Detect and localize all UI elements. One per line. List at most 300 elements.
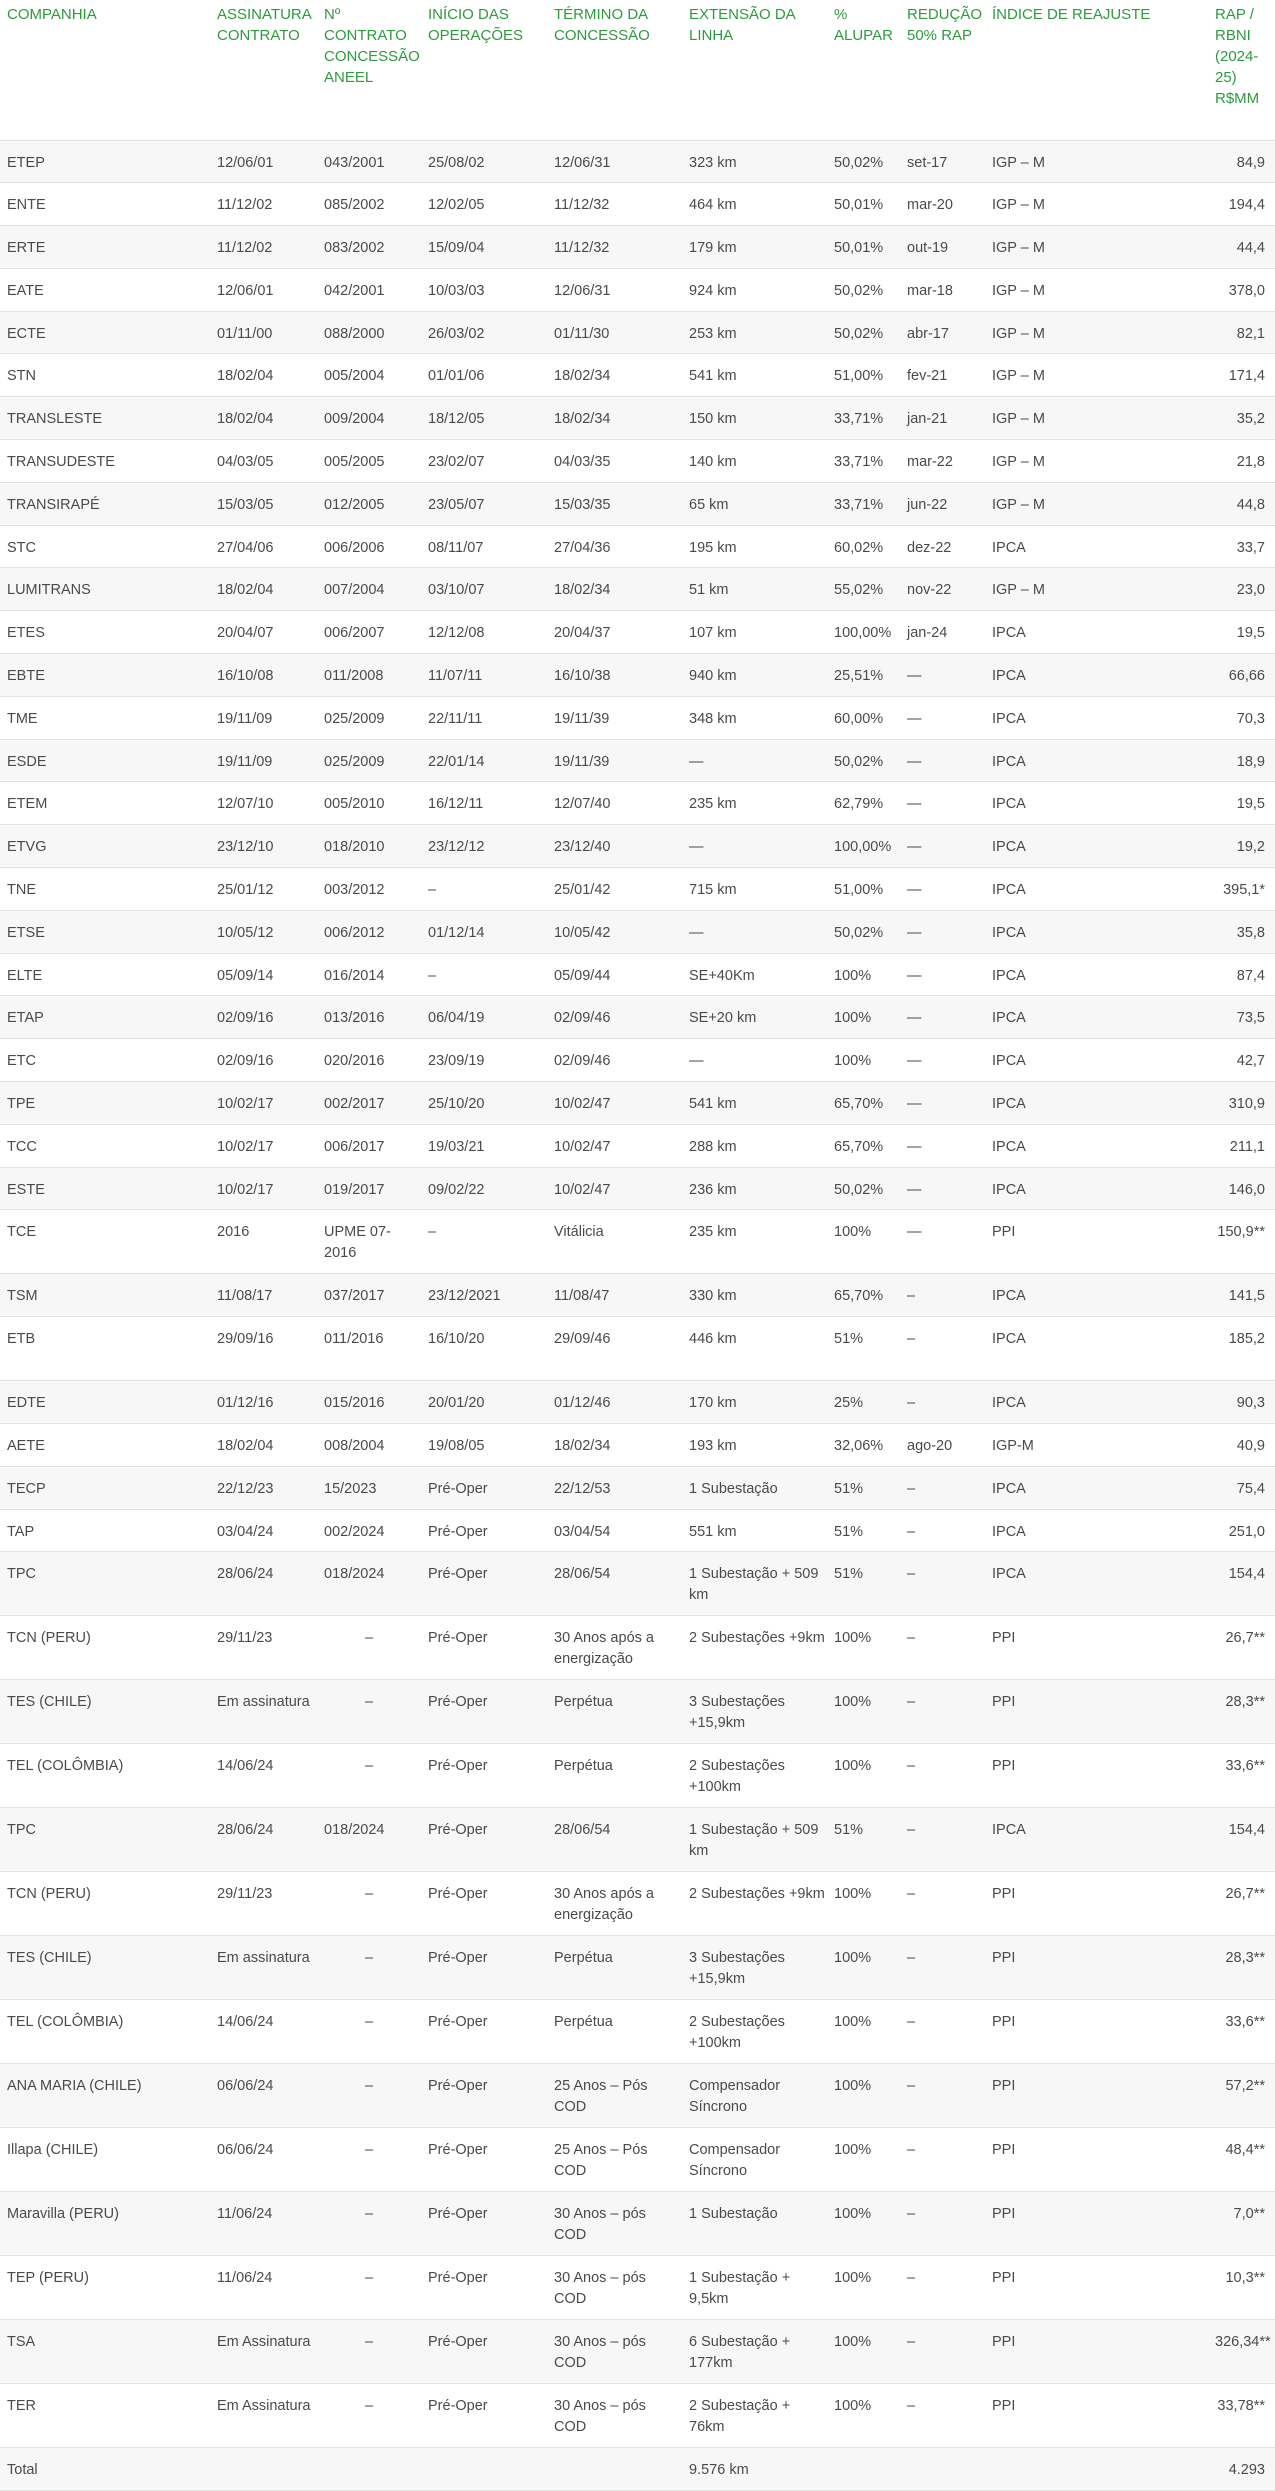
cell-rap: 7,0** <box>1208 2192 1275 2256</box>
cell-reduction: jun-22 <box>900 482 985 525</box>
cell-signature: 11/12/02 <box>210 226 317 269</box>
cell-length: 715 km <box>682 868 827 911</box>
cell-reduction: — <box>900 654 985 697</box>
cell-rap: 90,3 <box>1208 1381 1275 1424</box>
cell-contract: 006/2012 <box>317 910 421 953</box>
cell-end: 12/06/31 <box>547 140 682 183</box>
cell-reduction: — <box>900 1167 985 1210</box>
cell-contract: 005/2010 <box>317 782 421 825</box>
cell-start: 23/02/07 <box>421 440 547 483</box>
cell-rap: 19,5 <box>1208 611 1275 654</box>
cell-rap: 185,2 <box>1208 1317 1275 1381</box>
cell-rap: 378,0 <box>1208 268 1275 311</box>
cell-signature: 02/09/16 <box>210 996 317 1039</box>
cell-signature: 05/09/14 <box>210 953 317 996</box>
cell-contract: 006/2007 <box>317 611 421 654</box>
cell-contract: 016/2014 <box>317 953 421 996</box>
cell-start: Pré-Oper <box>421 1680 547 1744</box>
cell-contract: 011/2016 <box>317 1317 421 1381</box>
cell-start: 25/08/02 <box>421 140 547 183</box>
cell-contract: 006/2017 <box>317 1124 421 1167</box>
cell-end: Perpétua <box>547 1744 682 1808</box>
cell-start: 01/12/14 <box>421 910 547 953</box>
cell-reduction: – <box>900 1274 985 1317</box>
cell-index: PPI <box>985 2192 1208 2256</box>
cell-signature: 01/12/16 <box>210 1381 317 1424</box>
cell-index: PPI <box>985 2000 1208 2064</box>
cell-signature: Em assinatura <box>210 1680 317 1744</box>
header-reduction: REDUÇÃO 50% RAP <box>907 6 983 44</box>
cell-end: 10/02/47 <box>547 1082 682 1125</box>
cell-alupar: 65,70% <box>827 1082 900 1125</box>
cell-end: 28/06/54 <box>547 1552 682 1616</box>
cell-signature: 11/08/17 <box>210 1274 317 1317</box>
cell-alupar: 100% <box>827 2000 900 2064</box>
cell-length: 2 Subestações +9km <box>682 1872 827 1936</box>
table-row <box>0 1872 1275 1936</box>
cell-alupar: 51% <box>827 1509 900 1552</box>
cell-end: 01/12/46 <box>547 1381 682 1424</box>
cell-company: TER <box>0 2384 210 2448</box>
cell-start: Pré-Oper <box>421 1552 547 1616</box>
table-row <box>0 525 1275 568</box>
cell-alupar: 51,00% <box>827 354 900 397</box>
cell-length: 193 km <box>682 1424 827 1467</box>
cell-contract: 011/2008 <box>317 654 421 697</box>
cell-index: IGP – M <box>985 268 1208 311</box>
cell-signature: 01/11/00 <box>210 311 317 354</box>
cell-signature: 06/06/24 <box>210 2064 317 2128</box>
cell-alupar: 100% <box>827 1210 900 1274</box>
cell-reduction: out-19 <box>900 226 985 269</box>
cell-index: PPI <box>985 1936 1208 2000</box>
table-row <box>0 2384 1275 2448</box>
cell-rap: 211,1 <box>1208 1124 1275 1167</box>
cell-length: Compensador Síncrono <box>682 2128 827 2192</box>
cell-index <box>985 2448 1208 2491</box>
cell-signature: 19/11/09 <box>210 739 317 782</box>
cell-length: 6 Subestação + 177km <box>682 2320 827 2384</box>
cell-alupar: 33,71% <box>827 397 900 440</box>
cell-end <box>547 2448 682 2491</box>
cell-rap: 150,9** <box>1208 1210 1275 1274</box>
cell-contract: 018/2024 <box>317 1808 421 1872</box>
cell-company: TCN (PERU) <box>0 1616 210 1680</box>
cell-signature: 02/09/16 <box>210 1039 317 1082</box>
cell-end: 12/07/40 <box>547 782 682 825</box>
cell-end: 03/04/54 <box>547 1509 682 1552</box>
cell-index: IPCA <box>985 1317 1208 1381</box>
cell-reduction: ago-20 <box>900 1424 985 1467</box>
cell-rap: 70,3 <box>1208 696 1275 739</box>
cell-signature: 28/06/24 <box>210 1552 317 1616</box>
cell-alupar: 51,00% <box>827 868 900 911</box>
cell-rap: 26,7** <box>1208 1872 1275 1936</box>
cell-start: 12/12/08 <box>421 611 547 654</box>
cell-length: 65 km <box>682 482 827 525</box>
cell-reduction: fev-21 <box>900 354 985 397</box>
cell-reduction: abr-17 <box>900 311 985 354</box>
cell-end: 11/12/32 <box>547 226 682 269</box>
cell-start: – <box>421 1210 547 1274</box>
cell-contract: 009/2004 <box>317 397 421 440</box>
cell-company: TNE <box>0 868 210 911</box>
cell-reduction: — <box>900 868 985 911</box>
cell-alupar: 51% <box>827 1317 900 1381</box>
cell-start: Pré-Oper <box>421 1936 547 2000</box>
cell-start: Pré-Oper <box>421 1808 547 1872</box>
cell-length: 940 km <box>682 654 827 697</box>
cell-reduction: — <box>900 696 985 739</box>
cell-alupar: 50,02% <box>827 910 900 953</box>
cell-end: 02/09/46 <box>547 1039 682 1082</box>
cell-contract: – <box>317 2256 421 2320</box>
cell-reduction: – <box>900 2384 985 2448</box>
cell-contract: 083/2002 <box>317 226 421 269</box>
table-row <box>0 226 1275 269</box>
cell-end: 18/02/34 <box>547 354 682 397</box>
cell-alupar: 65,70% <box>827 1124 900 1167</box>
cell-company: Illapa (CHILE) <box>0 2128 210 2192</box>
cell-start <box>421 2448 547 2491</box>
cell-contract: – <box>317 2000 421 2064</box>
table-row <box>0 354 1275 397</box>
cell-contract: – <box>317 2192 421 2256</box>
cell-rap: 26,7** <box>1208 1616 1275 1680</box>
cell-end: Vitálicia <box>547 1210 682 1274</box>
cell-index: IPCA <box>985 1509 1208 1552</box>
cell-company: TCE <box>0 1210 210 1274</box>
cell-company: Total <box>0 2448 210 2491</box>
cell-end: 18/02/34 <box>547 1424 682 1467</box>
cell-company: TRANSIRAPÉ <box>0 482 210 525</box>
cell-reduction: — <box>900 910 985 953</box>
cell-reduction: — <box>900 996 985 1039</box>
cell-length: SE+20 km <box>682 996 827 1039</box>
cell-alupar: 100% <box>827 1744 900 1808</box>
cell-index: PPI <box>985 1210 1208 1274</box>
header-signature: ASSINATURA CONTRATO <box>217 6 311 44</box>
cell-length: 253 km <box>682 311 827 354</box>
cell-reduction: mar-20 <box>900 183 985 226</box>
table-row <box>0 996 1275 1039</box>
cell-length: 1 Subestação + 9,5km <box>682 2256 827 2320</box>
cell-contract: 018/2024 <box>317 1552 421 1616</box>
cell-rap: 33,6** <box>1208 1744 1275 1808</box>
cell-signature: 12/07/10 <box>210 782 317 825</box>
cell-length: 2 Subestações +100km <box>682 1744 827 1808</box>
cell-start: Pré-Oper <box>421 1466 547 1509</box>
cell-alupar: 51% <box>827 1808 900 1872</box>
cell-start: 12/02/05 <box>421 183 547 226</box>
cell-start: 15/09/04 <box>421 226 547 269</box>
table-body <box>0 140 1275 2491</box>
cell-start: 22/11/11 <box>421 696 547 739</box>
table-row <box>0 2320 1275 2384</box>
cell-start: Pré-Oper <box>421 1744 547 1808</box>
cell-signature: 11/06/24 <box>210 2192 317 2256</box>
cell-company: ESDE <box>0 739 210 782</box>
cell-start: 10/03/03 <box>421 268 547 311</box>
cell-end: 12/06/31 <box>547 268 682 311</box>
cell-index: IPCA <box>985 953 1208 996</box>
cell-contract: – <box>317 2128 421 2192</box>
cell-start: Pré-Oper <box>421 2384 547 2448</box>
cell-signature: 20/04/07 <box>210 611 317 654</box>
cell-rap: 395,1* <box>1208 868 1275 911</box>
cell-length: 2 Subestações +100km <box>682 2000 827 2064</box>
cell-start: Pré-Oper <box>421 2128 547 2192</box>
cell-signature: 29/11/23 <box>210 1872 317 1936</box>
cell-signature: 18/02/04 <box>210 568 317 611</box>
header-length: EXTENSÃO DA LINHA <box>689 6 795 44</box>
cell-alupar: 100% <box>827 2064 900 2128</box>
cell-length: 541 km <box>682 354 827 397</box>
cell-start: 23/09/19 <box>421 1039 547 1082</box>
cell-reduction: nov-22 <box>900 568 985 611</box>
cell-index: PPI <box>985 2320 1208 2384</box>
cell-start: 08/11/07 <box>421 525 547 568</box>
cell-end: 18/02/34 <box>547 568 682 611</box>
cell-length: 551 km <box>682 1509 827 1552</box>
cell-start: Pré-Oper <box>421 2064 547 2128</box>
cell-company: AETE <box>0 1424 210 1467</box>
cell-index: IPCA <box>985 910 1208 953</box>
cell-rap: 42,7 <box>1208 1039 1275 1082</box>
cell-alupar: 100% <box>827 996 900 1039</box>
table-row <box>0 1744 1275 1808</box>
cell-end: 19/11/39 <box>547 739 682 782</box>
cell-end: 28/06/54 <box>547 1808 682 1872</box>
cell-signature: 12/06/01 <box>210 268 317 311</box>
cell-index: IPCA <box>985 825 1208 868</box>
cell-end: 30 Anos após a energização <box>547 1616 682 1680</box>
cell-length: 107 km <box>682 611 827 654</box>
table-row <box>0 739 1275 782</box>
cell-alupar: 100% <box>827 2128 900 2192</box>
cell-start: 19/03/21 <box>421 1124 547 1167</box>
cell-length: 464 km <box>682 183 827 226</box>
cell-end: 10/02/47 <box>547 1167 682 1210</box>
table-header-row <box>0 0 1275 140</box>
cell-company: ETB <box>0 1317 210 1381</box>
cell-alupar: 50,02% <box>827 140 900 183</box>
cell-end: 10/05/42 <box>547 910 682 953</box>
cell-alupar: 100,00% <box>827 825 900 868</box>
cell-signature: 29/09/16 <box>210 1317 317 1381</box>
cell-length: 3 Subestações +15,9km <box>682 1936 827 2000</box>
cell-length: 51 km <box>682 568 827 611</box>
table-row <box>0 1616 1275 1680</box>
cell-length: — <box>682 825 827 868</box>
cell-company: TME <box>0 696 210 739</box>
cell-alupar: 50,01% <box>827 226 900 269</box>
cell-end: Perpétua <box>547 2000 682 2064</box>
cell-company: TAP <box>0 1509 210 1552</box>
cell-company: ETES <box>0 611 210 654</box>
cell-reduction: – <box>900 2064 985 2128</box>
cell-company: ETVG <box>0 825 210 868</box>
table-row <box>0 1039 1275 1082</box>
cell-reduction: – <box>900 2256 985 2320</box>
cell-company: STN <box>0 354 210 397</box>
table-row <box>0 140 1275 183</box>
cell-alupar: 50,02% <box>827 739 900 782</box>
cell-contract: UPME 07-2016 <box>317 1210 421 1274</box>
cell-index: IPCA <box>985 868 1208 911</box>
cell-company: TPC <box>0 1808 210 1872</box>
cell-reduction: – <box>900 1509 985 1552</box>
cell-rap: 28,3** <box>1208 1936 1275 2000</box>
cell-start: 23/12/2021 <box>421 1274 547 1317</box>
cell-reduction: — <box>900 1039 985 1082</box>
table-row <box>0 2000 1275 2064</box>
header-rap: RAP / RBNI (2024-25) R$MM <box>1215 6 1260 107</box>
cell-rap: 57,2** <box>1208 2064 1275 2128</box>
cell-end: 15/03/35 <box>547 482 682 525</box>
cell-rap: 326,34** <box>1208 2320 1275 2384</box>
cell-company: TEL (COLÔMBIA) <box>0 1744 210 1808</box>
cell-alupar: 51% <box>827 1466 900 1509</box>
cell-reduction <box>900 2448 985 2491</box>
cell-rap: 48,4** <box>1208 2128 1275 2192</box>
cell-company: ELTE <box>0 953 210 996</box>
table-row <box>0 1274 1275 1317</box>
cell-signature: 12/06/01 <box>210 140 317 183</box>
cell-index: IGP – M <box>985 440 1208 483</box>
cell-index: IGP – M <box>985 183 1208 226</box>
header-start: INÍCIO DAS OPERAÇÕES <box>428 6 524 44</box>
table-row <box>0 782 1275 825</box>
cell-start: – <box>421 868 547 911</box>
cell-reduction: — <box>900 1082 985 1125</box>
cell-company: EATE <box>0 268 210 311</box>
cell-company: TPC <box>0 1552 210 1616</box>
cell-contract: – <box>317 2384 421 2448</box>
cell-length: 541 km <box>682 1082 827 1125</box>
cell-index: IPCA <box>985 1466 1208 1509</box>
cell-rap: 19,5 <box>1208 782 1275 825</box>
cell-rap: 19,2 <box>1208 825 1275 868</box>
cell-length: 323 km <box>682 140 827 183</box>
cell-length: 150 km <box>682 397 827 440</box>
cell-contract: – <box>317 1936 421 2000</box>
cell-length: 179 km <box>682 226 827 269</box>
cell-rap: 73,5 <box>1208 996 1275 1039</box>
cell-rap: 75,4 <box>1208 1466 1275 1509</box>
cell-rap: 18,9 <box>1208 739 1275 782</box>
cell-start: 16/12/11 <box>421 782 547 825</box>
cell-end: 02/09/46 <box>547 996 682 1039</box>
cell-rap: 33,7 <box>1208 525 1275 568</box>
cell-start: 06/04/19 <box>421 996 547 1039</box>
cell-signature <box>210 2448 317 2491</box>
cell-rap: 154,4 <box>1208 1552 1275 1616</box>
cell-signature: 27/04/06 <box>210 525 317 568</box>
table-row <box>0 953 1275 996</box>
cell-index: IGP – M <box>985 568 1208 611</box>
cell-rap: 23,0 <box>1208 568 1275 611</box>
cell-company: TES (CHILE) <box>0 1680 210 1744</box>
cell-alupar: 50,02% <box>827 1167 900 1210</box>
cell-start: 16/10/20 <box>421 1317 547 1381</box>
cell-company: TECP <box>0 1466 210 1509</box>
table-row <box>0 1509 1275 1552</box>
cell-signature: 22/12/23 <box>210 1466 317 1509</box>
cell-reduction: dez-22 <box>900 525 985 568</box>
cell-rap: 87,4 <box>1208 953 1275 996</box>
cell-alupar: 51% <box>827 1552 900 1616</box>
cell-length: 235 km <box>682 782 827 825</box>
cell-reduction: – <box>900 1744 985 1808</box>
cell-start: Pré-Oper <box>421 2192 547 2256</box>
cell-signature: 29/11/23 <box>210 1616 317 1680</box>
cell-reduction: – <box>900 2000 985 2064</box>
cell-contract: 002/2024 <box>317 1509 421 1552</box>
cell-length: Compensador Síncrono <box>682 2064 827 2128</box>
cell-index: PPI <box>985 2128 1208 2192</box>
cell-company: TRANSLESTE <box>0 397 210 440</box>
cell-reduction: — <box>900 1210 985 1274</box>
cell-company: ENTE <box>0 183 210 226</box>
cell-reduction: – <box>900 2320 985 2384</box>
table-row <box>0 1082 1275 1125</box>
cell-signature: 2016 <box>210 1210 317 1274</box>
cell-reduction: — <box>900 953 985 996</box>
cell-alupar: 100% <box>827 1872 900 1936</box>
cell-contract: 15/2023 <box>317 1466 421 1509</box>
cell-company: TEL (COLÔMBIA) <box>0 2000 210 2064</box>
cell-index: IPCA <box>985 654 1208 697</box>
table-row <box>0 910 1275 953</box>
cell-start: 09/02/22 <box>421 1167 547 1210</box>
cell-reduction: – <box>900 1680 985 1744</box>
cell-end: 05/09/44 <box>547 953 682 996</box>
cell-company: TRANSUDESTE <box>0 440 210 483</box>
cell-reduction: mar-22 <box>900 440 985 483</box>
cell-alupar: 60,02% <box>827 525 900 568</box>
table-row <box>0 482 1275 525</box>
cell-alupar: 50,02% <box>827 268 900 311</box>
cell-rap: 44,8 <box>1208 482 1275 525</box>
cell-reduction: – <box>900 1616 985 1680</box>
cell-index: PPI <box>985 2384 1208 2448</box>
cell-signature: 16/10/08 <box>210 654 317 697</box>
cell-index: IGP-M <box>985 1424 1208 1467</box>
cell-alupar: 65,70% <box>827 1274 900 1317</box>
cell-reduction: – <box>900 1381 985 1424</box>
cell-rap: 310,9 <box>1208 1082 1275 1125</box>
cell-rap: 251,0 <box>1208 1509 1275 1552</box>
cell-rap: 194,4 <box>1208 183 1275 226</box>
cell-end: 20/04/37 <box>547 611 682 654</box>
cell-start: 18/12/05 <box>421 397 547 440</box>
cell-alupar <box>827 2448 900 2491</box>
cell-signature: Em Assinatura <box>210 2384 317 2448</box>
cell-signature: 10/02/17 <box>210 1167 317 1210</box>
cell-company: ECTE <box>0 311 210 354</box>
cell-end: 25 Anos – Pós COD <box>547 2128 682 2192</box>
cell-reduction: – <box>900 1872 985 1936</box>
cell-length: — <box>682 910 827 953</box>
cell-reduction: — <box>900 739 985 782</box>
cell-end: Perpétua <box>547 1680 682 1744</box>
cell-length: 1 Subestação + 509 km <box>682 1808 827 1872</box>
table-row <box>0 268 1275 311</box>
cell-alupar: 32,06% <box>827 1424 900 1467</box>
table-row <box>0 1167 1275 1210</box>
header-alupar: % ALUPAR <box>834 6 893 44</box>
